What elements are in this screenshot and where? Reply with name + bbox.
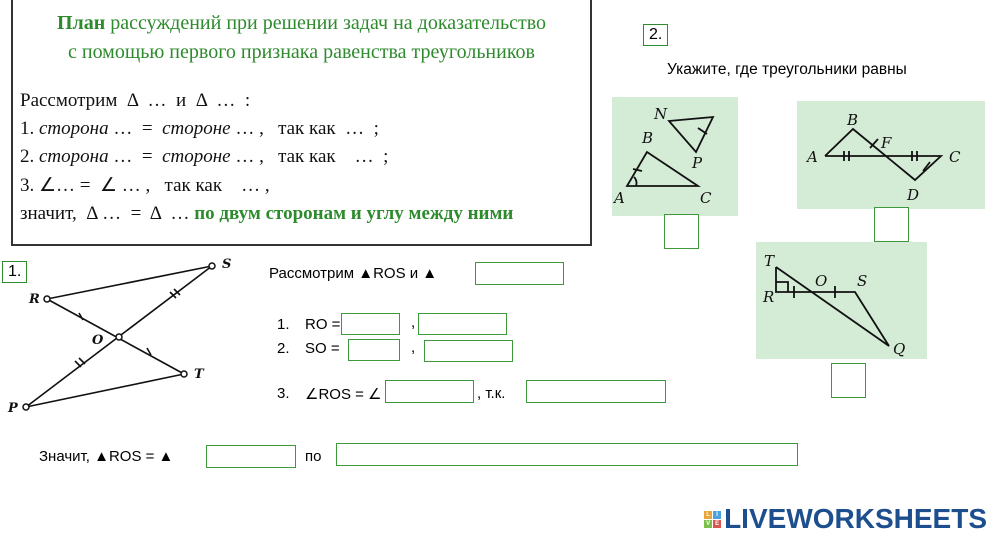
plan-title-line1 xyxy=(13,12,590,35)
fig2-label-B: B xyxy=(847,111,859,129)
fig1-label-P: P xyxy=(692,154,703,172)
logo-text: LIVEWORKSHEETS xyxy=(724,503,987,534)
answer-triangle-name[interactable] xyxy=(475,262,564,285)
item2-comma: , xyxy=(411,339,416,356)
item2-label: SO = xyxy=(305,340,340,357)
answer-criterion[interactable] xyxy=(336,443,798,466)
item3-number: 3. xyxy=(277,385,290,402)
task2-figure1 xyxy=(612,97,738,216)
item3-tk: , т.к. xyxy=(477,385,506,402)
task1-figure xyxy=(0,250,250,420)
task2-number: 2. xyxy=(643,24,668,46)
fig2-label-F: F xyxy=(881,134,892,152)
answer-so-side[interactable] xyxy=(348,339,400,361)
fig2-label-C: C xyxy=(949,148,961,166)
fig1-label-A: A xyxy=(614,189,625,207)
logo-icon: L I V E xyxy=(706,511,720,527)
answer-ro-side[interactable] xyxy=(341,313,400,335)
fig2-label-D: D xyxy=(907,186,920,204)
plan-title-rest: рассуждений при решении задач на доказательство xyxy=(105,12,547,34)
fig3-label-O: O xyxy=(815,272,828,290)
answer-so-reason[interactable] xyxy=(424,340,513,362)
plan-line-consider: Рассмотрим Δ … и Δ … : xyxy=(20,90,251,111)
item1-comma: , xyxy=(411,314,416,331)
task2-figure2-panel xyxy=(797,101,985,209)
fig3-label-R: R xyxy=(763,288,775,306)
label-P: P xyxy=(8,401,18,416)
task2-figure2 xyxy=(797,101,985,209)
fig1-label-C: C xyxy=(700,189,712,207)
plan-line-step3: 3. ∠… = ∠ … , так как … , xyxy=(20,175,270,196)
fig3-label-T-text: T xyxy=(764,252,775,270)
liveworksheets-logo xyxy=(704,503,987,535)
item1-number: 1. xyxy=(277,316,290,333)
plan-title-bold: План xyxy=(56,12,106,34)
task1-consider-text: Рассмотрим ▲ROS и ▲ xyxy=(269,265,438,282)
answer-equal-triangle[interactable] xyxy=(206,445,296,468)
label-S: S xyxy=(222,257,232,272)
task2-figure3-panel xyxy=(756,242,927,359)
answer-angle[interactable] xyxy=(385,380,474,403)
item3-label: ∠ROS = ∠ xyxy=(305,386,382,403)
fig3-label-Q: Q xyxy=(893,340,906,358)
plan-line-conclusion: значит, Δ … = Δ … по двум сторонам и углу между ними xyxy=(20,203,514,224)
answer-figure2[interactable] xyxy=(874,207,909,242)
conclusion-po: по xyxy=(305,448,322,465)
fig1-label-B: B xyxy=(642,129,654,147)
label-T: T xyxy=(194,367,204,382)
plan-box xyxy=(11,0,592,246)
fig2-label-A: A xyxy=(807,148,818,166)
label-R: R xyxy=(29,292,40,307)
fig1-label-N: N xyxy=(654,105,668,123)
item1-label: RO = xyxy=(305,316,341,333)
task1-number: 1. xyxy=(2,261,27,283)
answer-ro-reason[interactable] xyxy=(418,313,507,335)
task2-figure3 xyxy=(756,242,927,359)
plan-line-step1: 1. сторона … = стороне … , так как … ; xyxy=(20,118,379,139)
task2-instruction: Укажите, где треугольники равны xyxy=(667,61,907,78)
answer-angle-reason[interactable] xyxy=(526,380,666,403)
plan-title-line2: с помощью первого признака равенства треугольников xyxy=(67,41,535,63)
answer-figure3[interactable] xyxy=(831,363,866,398)
item2-number: 2. xyxy=(277,340,290,357)
task2-figure1-panel xyxy=(612,97,738,216)
label-O: O xyxy=(92,333,104,348)
fig3-label-S: S xyxy=(857,272,868,290)
conclusion-text: Значит, ▲ROS = ▲ xyxy=(39,448,174,465)
answer-figure1[interactable] xyxy=(664,214,699,249)
plan-line-step2: 2. сторона … = стороне … , так как … ; xyxy=(20,146,389,167)
